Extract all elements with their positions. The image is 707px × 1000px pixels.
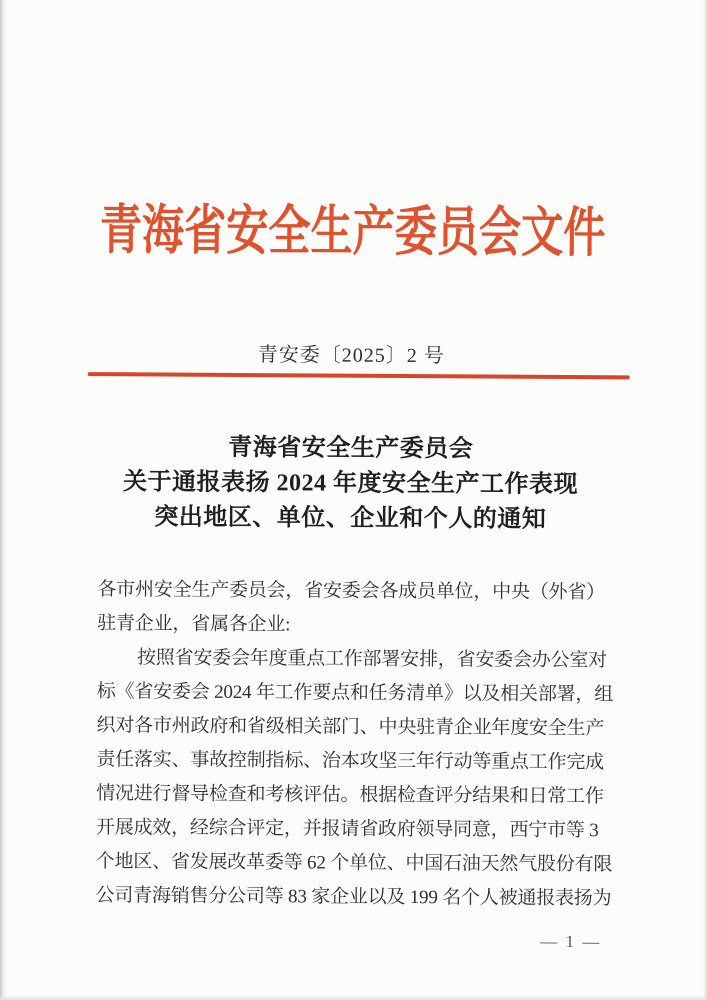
notice-title <box>0 430 704 539</box>
scan-edge-bottom <box>0 995 707 1000</box>
body-line: 标《省安委会 2024 年工作要点和任务清单》以及相关部署，组 <box>96 681 614 706</box>
notice-title-line-2: 关于通报表扬 2024 年度安全生产工作表现 <box>122 469 579 499</box>
body-line: 情况进行督导检查和考核评估。根据检查评分结果和日常工作 <box>96 783 604 808</box>
body-line: 织对各市州政府和省级相关部门、中央驻青企业年度安全生产 <box>96 715 605 740</box>
body-line: 按照省安委会年度重点工作部署安排，省安委会办公室对 <box>136 647 608 672</box>
body-line: 各市州安全生产委员会，省安委会各成员单位，中央（外省） <box>97 579 606 604</box>
body-line: 公司青海销售分公司等 83 家企业以及 199 名个人被通报表扬为 <box>95 885 612 910</box>
letterhead-title-text: 青海省安全生产委员会文件 <box>99 200 605 264</box>
scan-edge-left <box>0 0 7 1000</box>
body-line: 个地区、省发展改革委等 62 个单位、中国石油天然气股份有限 <box>95 851 613 876</box>
letterhead-title <box>0 201 706 265</box>
scan-edge-right <box>703 0 707 1000</box>
page-number: — 1 — <box>540 931 602 952</box>
document-number: 青安委〔2025〕2 号 <box>257 344 445 368</box>
body-text <box>95 573 613 916</box>
notice-title-line-3: 突出地区、单位、企业和个人的通知 <box>154 504 547 533</box>
body-line: 驻青企业，省属各企业: <box>97 613 291 636</box>
body-line: 责任落实、事故控制指标、治本攻坚三年行动等重点工作完成 <box>96 749 605 774</box>
body-line: 开展成效，经综合评定，并报请省政府领导同意，西宁市等 3 <box>95 817 599 842</box>
notice-title-line-1: 青海省安全生产委员会 <box>228 434 474 463</box>
red-separator-rule <box>88 372 630 379</box>
